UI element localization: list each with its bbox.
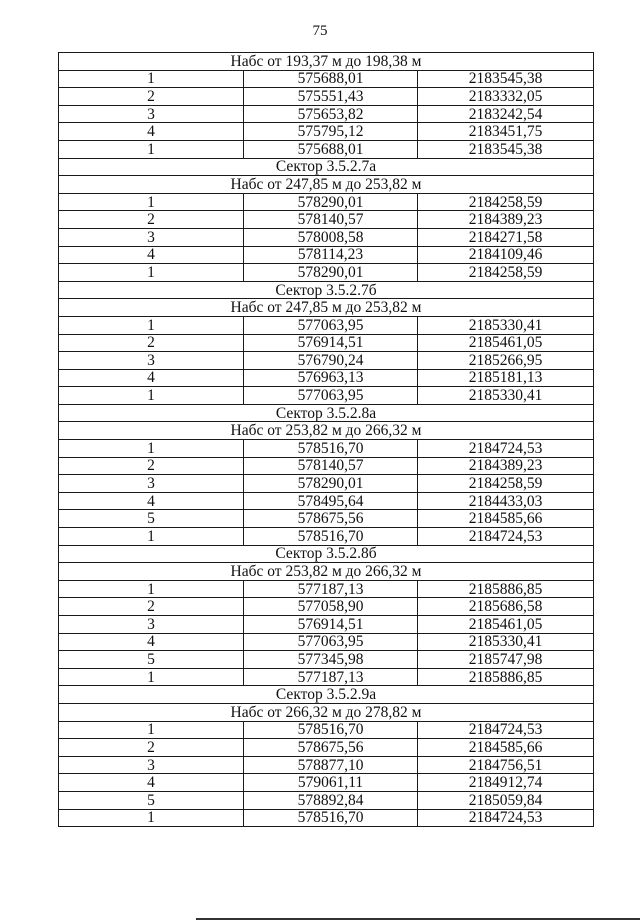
table-row bbox=[59, 721, 594, 739]
point-number: 4 bbox=[59, 123, 244, 141]
point-number: 3 bbox=[59, 616, 244, 634]
point-number: 5 bbox=[59, 791, 244, 809]
page-bottom-rule bbox=[196, 918, 640, 920]
table-row bbox=[59, 105, 594, 123]
point-number: 5 bbox=[59, 651, 244, 669]
table-row bbox=[59, 598, 594, 616]
coordinate-x: 578290,01 bbox=[244, 264, 418, 282]
coordinate-x: 578008,58 bbox=[244, 228, 418, 246]
sector-heading: Сектор 3.5.2.8а bbox=[59, 404, 594, 422]
coordinate-y: 2185266,95 bbox=[418, 352, 594, 370]
table-row bbox=[59, 70, 594, 88]
coordinate-y: 2185686,58 bbox=[418, 598, 594, 616]
table-row bbox=[59, 264, 594, 282]
coordinate-y: 2184756,51 bbox=[418, 756, 594, 774]
elevation-range: Набс от 253,82 м до 266,32 м bbox=[59, 422, 594, 440]
coordinate-y: 2184724,53 bbox=[418, 528, 594, 546]
coordinate-y: 2185330,41 bbox=[418, 633, 594, 651]
point-number: 1 bbox=[59, 70, 244, 88]
sector-heading-row bbox=[59, 158, 594, 176]
table-row bbox=[59, 651, 594, 669]
elevation-range: Набс от 193,37 м до 198,38 м bbox=[59, 53, 594, 71]
point-number: 1 bbox=[59, 264, 244, 282]
point-number: 1 bbox=[59, 528, 244, 546]
coordinate-x: 576790,24 bbox=[244, 352, 418, 370]
page-number: 75 bbox=[312, 23, 328, 39]
elevation-range: Набс от 266,32 м до 278,82 м bbox=[59, 703, 594, 721]
table-row bbox=[59, 334, 594, 352]
coordinate-x: 578495,64 bbox=[244, 492, 418, 510]
coordinate-x: 578877,10 bbox=[244, 756, 418, 774]
coordinate-y: 2184724,53 bbox=[418, 721, 594, 739]
coordinate-x: 575653,82 bbox=[244, 105, 418, 123]
coordinate-x: 578114,23 bbox=[244, 246, 418, 264]
coordinate-x: 578675,56 bbox=[244, 510, 418, 528]
coordinate-x: 577345,98 bbox=[244, 651, 418, 669]
coordinate-y: 2183242,54 bbox=[418, 105, 594, 123]
table-row bbox=[59, 387, 594, 405]
coordinate-x: 576914,51 bbox=[244, 334, 418, 352]
sector-heading: Сектор 3.5.2.8б bbox=[59, 545, 594, 563]
point-number: 3 bbox=[59, 228, 244, 246]
point-number: 3 bbox=[59, 352, 244, 370]
table-row bbox=[59, 352, 594, 370]
coordinate-x: 578516,70 bbox=[244, 809, 418, 827]
point-number: 5 bbox=[59, 510, 244, 528]
point-number: 2 bbox=[59, 739, 244, 757]
coordinate-y: 2185747,98 bbox=[418, 651, 594, 669]
point-number: 4 bbox=[59, 633, 244, 651]
point-number: 2 bbox=[59, 88, 244, 106]
coordinate-y: 2185059,84 bbox=[418, 791, 594, 809]
coordinate-x: 576914,51 bbox=[244, 616, 418, 634]
coordinate-x: 576963,13 bbox=[244, 369, 418, 387]
coordinate-y: 2184433,03 bbox=[418, 492, 594, 510]
coordinate-y: 2185886,85 bbox=[418, 580, 594, 598]
point-number: 1 bbox=[59, 140, 244, 158]
coordinate-y: 2184258,59 bbox=[418, 264, 594, 282]
elevation-range: Набс от 253,82 м до 266,32 м bbox=[59, 563, 594, 581]
point-number: 2 bbox=[59, 457, 244, 475]
coordinate-y: 2184585,66 bbox=[418, 510, 594, 528]
point-number: 1 bbox=[59, 316, 244, 334]
point-number: 1 bbox=[59, 721, 244, 739]
coordinate-y: 2184258,59 bbox=[418, 193, 594, 211]
coordinate-y: 2185461,05 bbox=[418, 334, 594, 352]
coordinate-y: 2184724,53 bbox=[418, 809, 594, 827]
elevation-range-row bbox=[59, 563, 594, 581]
coordinate-y: 2184389,23 bbox=[418, 457, 594, 475]
coordinate-x: 577063,95 bbox=[244, 633, 418, 651]
coordinate-y: 2183545,38 bbox=[418, 70, 594, 88]
table-row bbox=[59, 580, 594, 598]
coordinate-y: 2184912,74 bbox=[418, 774, 594, 792]
coordinate-x: 575795,12 bbox=[244, 123, 418, 141]
table-row bbox=[59, 492, 594, 510]
table-row bbox=[59, 510, 594, 528]
table-row bbox=[59, 633, 594, 651]
table-row bbox=[59, 756, 594, 774]
point-number: 3 bbox=[59, 756, 244, 774]
coordinate-y: 2185330,41 bbox=[418, 387, 594, 405]
coordinate-x: 578516,70 bbox=[244, 721, 418, 739]
sector-heading-row bbox=[59, 281, 594, 299]
point-number: 4 bbox=[59, 492, 244, 510]
point-number: 1 bbox=[59, 809, 244, 827]
table-row bbox=[59, 809, 594, 827]
coordinate-y: 2183451,75 bbox=[418, 123, 594, 141]
coordinate-x: 578892,84 bbox=[244, 791, 418, 809]
point-number: 2 bbox=[59, 334, 244, 352]
coordinates-table-body bbox=[59, 53, 594, 827]
coordinate-y: 2185461,05 bbox=[418, 616, 594, 634]
coordinate-x: 578675,56 bbox=[244, 739, 418, 757]
coordinate-y: 2185181,13 bbox=[418, 369, 594, 387]
coordinate-y: 2185330,41 bbox=[418, 316, 594, 334]
coordinate-x: 577058,90 bbox=[244, 598, 418, 616]
coordinate-y: 2184389,23 bbox=[418, 211, 594, 229]
coordinate-x: 577187,13 bbox=[244, 580, 418, 598]
coordinate-x: 578290,01 bbox=[244, 475, 418, 493]
table-row bbox=[59, 791, 594, 809]
point-number: 1 bbox=[59, 387, 244, 405]
coordinate-y: 2184271,58 bbox=[418, 228, 594, 246]
table-row bbox=[59, 774, 594, 792]
point-number: 3 bbox=[59, 475, 244, 493]
coordinate-y: 2184109,46 bbox=[418, 246, 594, 264]
table-row bbox=[59, 246, 594, 264]
table-row bbox=[59, 123, 594, 141]
point-number: 1 bbox=[59, 668, 244, 686]
table-row bbox=[59, 228, 594, 246]
coordinate-x: 578140,57 bbox=[244, 457, 418, 475]
coordinate-y: 2184585,66 bbox=[418, 739, 594, 757]
coordinate-y: 2184258,59 bbox=[418, 475, 594, 493]
point-number: 4 bbox=[59, 246, 244, 264]
sector-heading: Сектор 3.5.2.9а bbox=[59, 686, 594, 704]
table-row bbox=[59, 668, 594, 686]
point-number: 1 bbox=[59, 580, 244, 598]
table-row bbox=[59, 140, 594, 158]
coordinate-x: 578516,70 bbox=[244, 528, 418, 546]
elevation-range: Набс от 247,85 м до 253,82 м bbox=[59, 176, 594, 194]
table-row bbox=[59, 369, 594, 387]
table-row bbox=[59, 528, 594, 546]
coordinate-y: 2183332,05 bbox=[418, 88, 594, 106]
point-number: 1 bbox=[59, 440, 244, 458]
table-row bbox=[59, 475, 594, 493]
elevation-range-row bbox=[59, 703, 594, 721]
sector-heading: Сектор 3.5.2.7а bbox=[59, 158, 594, 176]
elevation-range-row bbox=[59, 176, 594, 194]
coordinate-x: 578516,70 bbox=[244, 440, 418, 458]
sector-heading: Сектор 3.5.2.7б bbox=[59, 281, 594, 299]
elevation-range-row bbox=[59, 299, 594, 317]
point-number: 2 bbox=[59, 598, 244, 616]
table-row bbox=[59, 316, 594, 334]
coordinates-table bbox=[58, 52, 594, 827]
elevation-range: Набс от 247,85 м до 253,82 м bbox=[59, 299, 594, 317]
point-number: 4 bbox=[59, 369, 244, 387]
coordinate-x: 575688,01 bbox=[244, 140, 418, 158]
table-row bbox=[59, 457, 594, 475]
point-number: 1 bbox=[59, 193, 244, 211]
coordinate-x: 577063,95 bbox=[244, 316, 418, 334]
coordinate-y: 2183545,38 bbox=[418, 140, 594, 158]
coordinate-x: 578140,57 bbox=[244, 211, 418, 229]
coordinate-x: 575688,01 bbox=[244, 70, 418, 88]
point-number: 2 bbox=[59, 211, 244, 229]
table-row bbox=[59, 440, 594, 458]
sector-heading-row bbox=[59, 545, 594, 563]
elevation-range-row bbox=[59, 422, 594, 440]
table-row bbox=[59, 193, 594, 211]
table-row bbox=[59, 616, 594, 634]
coordinate-x: 577063,95 bbox=[244, 387, 418, 405]
coordinate-x: 578290,01 bbox=[244, 193, 418, 211]
coordinate-x: 577187,13 bbox=[244, 668, 418, 686]
coordinate-y: 2185886,85 bbox=[418, 668, 594, 686]
coordinate-x: 579061,11 bbox=[244, 774, 418, 792]
coordinate-y: 2184724,53 bbox=[418, 440, 594, 458]
point-number: 4 bbox=[59, 774, 244, 792]
table-row bbox=[59, 88, 594, 106]
table-row bbox=[59, 739, 594, 757]
sector-heading-row bbox=[59, 686, 594, 704]
sector-heading-row bbox=[59, 404, 594, 422]
table-row bbox=[59, 211, 594, 229]
coordinate-x: 575551,43 bbox=[244, 88, 418, 106]
elevation-range-row bbox=[59, 53, 594, 71]
point-number: 3 bbox=[59, 105, 244, 123]
